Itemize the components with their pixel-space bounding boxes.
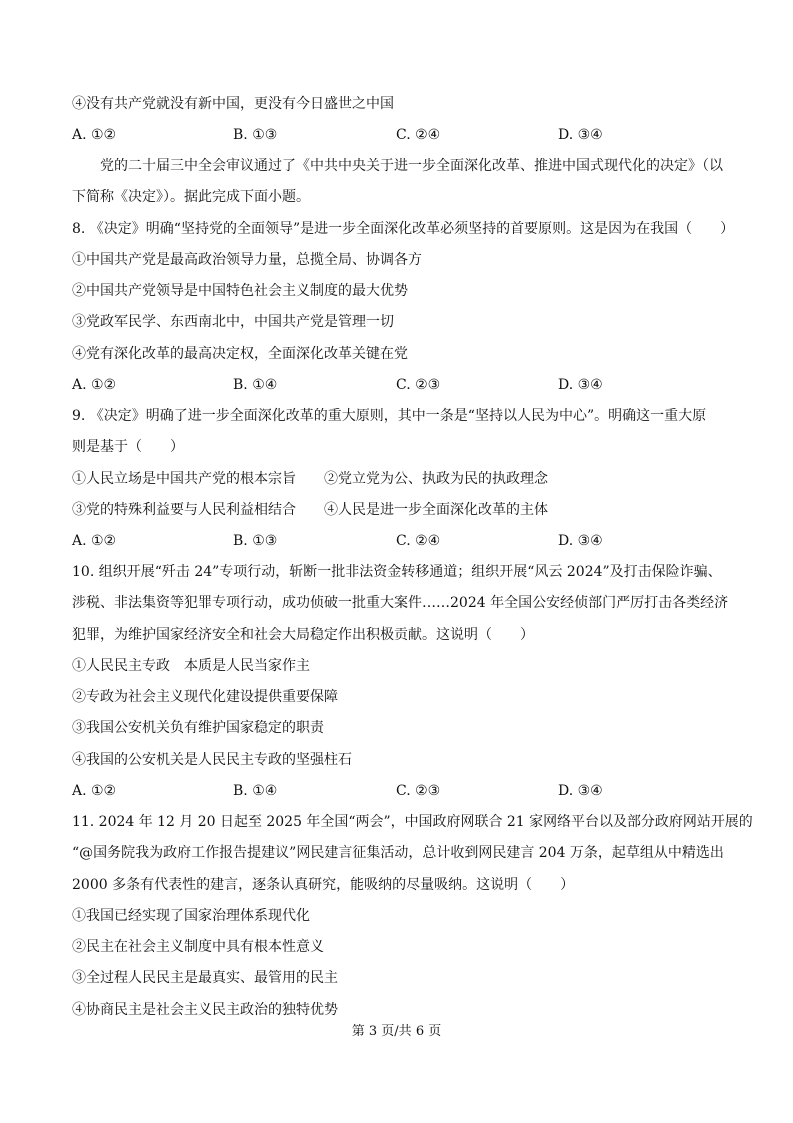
option-c: C. ②③ <box>396 377 441 393</box>
q11-stem-line-1: 11. 2024 年 12 月 20 日起至 2025 年全国“两会”，中国政府网联合 21 家网络平台以及部分政府网站开展的 <box>72 814 753 830</box>
prev-answer-options <box>72 126 732 144</box>
q10-stem-line-3: 犯罪，为维护国家经济安全和社会大局稳定作出积极贡献。这说明（ ） <box>72 627 534 643</box>
q8-item-1: ①中国共产党是最高政治领导力量，总揽全局、协调各方 <box>72 252 422 268</box>
q8-item-4: ④党有深化改革的最高决定权，全面深化改革关键在党 <box>72 346 408 362</box>
q11-item-2: ②民主在社会主义制度中具有根本性意义 <box>72 939 324 955</box>
option-a: A. ①② <box>72 127 117 143</box>
option-d: D. ③④ <box>558 533 603 549</box>
option-b: B. ①③ <box>233 127 278 143</box>
q10-item-4: ④我国的公安机关是人民民主专政的坚强柱石 <box>72 752 352 768</box>
intro-line-2: 下简称《决定》）。据此完成下面小题。 <box>72 189 310 205</box>
option-a: A. ①② <box>72 533 117 549</box>
q9-items-row-2: ③党的特殊利益要与人民利益相结合 ④人民是进一步全面深化改革的主体 <box>72 502 548 518</box>
q11-item-1: ①我国已经实现了国家治理体系现代化 <box>72 908 310 924</box>
option-a: A. ①② <box>72 377 117 393</box>
q8-stem: 8. 《决定》明确“坚持党的全面领导”是进一步全面深化改革必须坚持的首要原则。这是因为在我国（ ） <box>72 221 735 237</box>
q9-stem-line-1: 9. 《决定》明确了进一步全面深化改革的重大原则，其中一条是“坚持以人民为中心”。明确这一重大原 <box>72 408 707 424</box>
option-a: A. ①② <box>72 783 117 799</box>
q10-answer-options <box>72 782 732 800</box>
q11-stem-line-2: “@国务院我为政府工作报告提建议”网民建言征集活动，总计收到网民建言 204 万条，起草组从中精选出 <box>72 845 724 861</box>
page-number: 第 3 页/共 6 页 <box>351 1024 442 1039</box>
q11-item-3: ③全过程人民民主是最真实、最管用的民主 <box>72 970 338 986</box>
q10-item-3: ③我国公安机关负有维护国家稳定的职责 <box>72 720 324 736</box>
option-b: B. ①③ <box>233 533 278 549</box>
prev-option-4: ④没有共产党就没有新中国，更没有今日盛世之中国 <box>72 96 394 112</box>
q10-stem-line-1: 10. 组织开展“歼击 24”专项行动，斩断一批非法资金转移通道；组织开展“风云 2024”及打击保险诈骗、 <box>72 564 722 580</box>
intro-line-1: 党的二十届三中全会审议通过了《中共中央关于进一步全面深化改革、推进中国式现代化的决定》（以 <box>100 158 723 174</box>
q11-item-4: ④协商民主是社会主义民主政治的独特优势 <box>72 1002 338 1018</box>
option-c: C. ②③ <box>396 783 441 799</box>
option-d: D. ③④ <box>558 783 603 799</box>
q9-items-row-1: ①人民立场是中国共产党的根本宗旨 ②党立党为公、执政为民的执政理念 <box>72 471 548 487</box>
option-d: D. ③④ <box>558 377 603 393</box>
option-b: B. ①④ <box>233 783 278 799</box>
option-b: B. ①④ <box>233 377 278 393</box>
q9-stem-line-2: 则是基于（ ） <box>72 439 184 455</box>
q9-answer-options <box>72 532 732 550</box>
q10-item-1: ①人民民主专政 本质是人民当家作主 <box>72 658 310 674</box>
option-d: D. ③④ <box>558 127 603 143</box>
option-c: C. ②④ <box>396 533 441 549</box>
q8-item-3: ③党政军民学、东西南北中，中国共产党是管理一切 <box>72 314 394 330</box>
q10-stem-line-2: 涉税、非法集资等犯罪专项行动，成功侦破一批重大案件……2024 年全国公安经侦部门严厉打击各类经济 <box>72 595 729 611</box>
q11-stem-line-3: 2000 多条有代表性的建言，逐条认真研究，能吸纳的尽量吸纳。这说明（ ） <box>72 877 575 893</box>
q8-item-2: ②中国共产党领导是中国特色社会主义制度的最大优势 <box>72 283 408 299</box>
option-c: C. ②④ <box>396 127 441 143</box>
q8-answer-options <box>72 376 732 394</box>
q10-item-2: ②专政为社会主义现代化建设提供重要保障 <box>72 689 338 705</box>
